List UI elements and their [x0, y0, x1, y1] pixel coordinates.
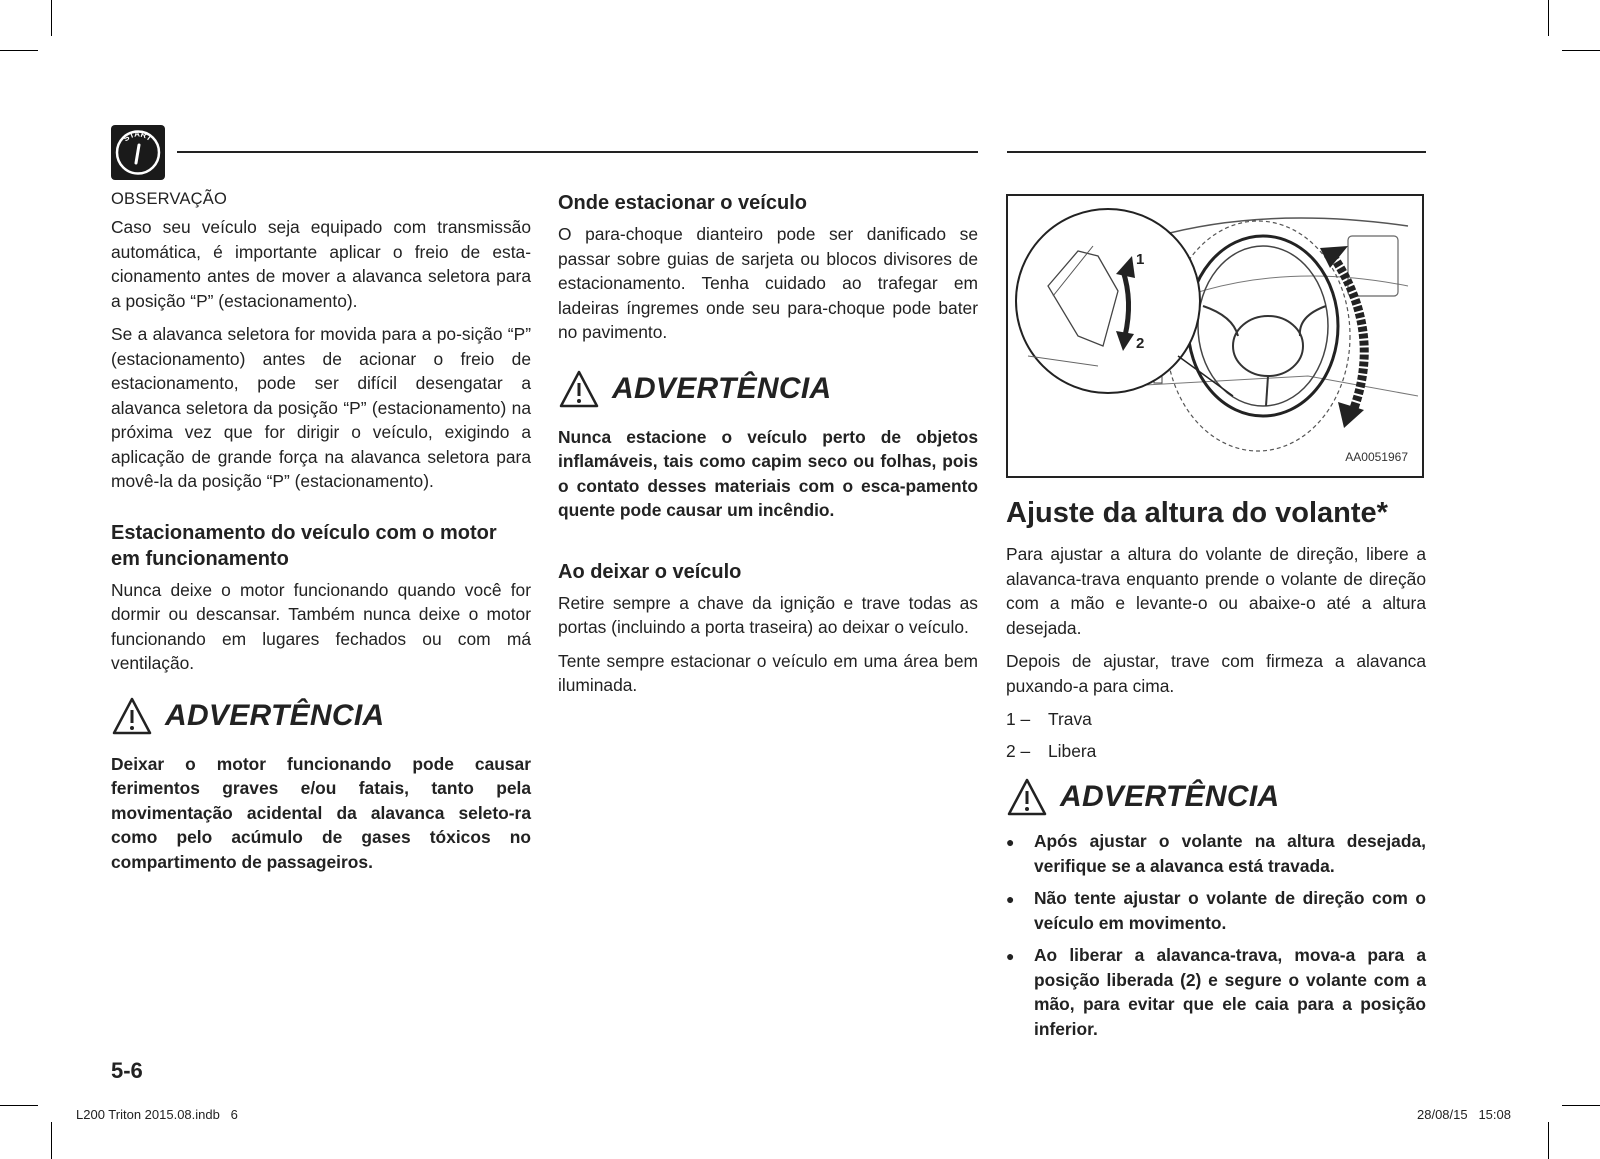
logo-text: START	[121, 129, 154, 144]
section-paragraph: Nunca deixe o motor funcionando quando você for dormir ou descansar. Também nunca deixe o motor funcionando em lugares fechados ou com má ventilação.	[111, 579, 531, 673]
steering-wheel-illustration	[1008, 196, 1422, 476]
list-item	[1006, 829, 1426, 878]
warning-bullets	[1006, 829, 1426, 1041]
crop-mark	[1548, 0, 1549, 36]
warning-text: Nunca estacione o veículo perto de objetos inflamáveis, tais como capim seco ou folhas, pois o contato desses materiais com o esca-pamento quente pode causar um incêndio.	[558, 426, 978, 520]
section-heading: Estacionamento do veículo com o motor em funcionamento	[111, 521, 497, 570]
warning-triangle-icon	[111, 696, 153, 736]
crop-mark	[1562, 1105, 1600, 1106]
warning-title: ADVERTÊNCIA	[165, 698, 385, 732]
figure-label-1: 1	[1136, 251, 1145, 268]
section-paragraph: Para ajustar a altura do volante de direção, libere a alavanca-trava enquanto prende o volante de direção com a mão e levante-o ou abaixe-o até a altura desejada.	[1006, 544, 1426, 638]
list-item	[1006, 943, 1426, 1041]
bullet-text: Após ajustar o volante na altura desejada, verifique se a alavanca está travada.	[1034, 831, 1426, 876]
footer-file: L200 Triton 2015.08.indb 6	[76, 1107, 238, 1122]
section-heading: Ao deixar o veículo	[558, 560, 742, 583]
warning-triangle-icon	[1006, 777, 1048, 817]
warning-title: ADVERTÊNCIA	[612, 371, 832, 405]
crop-mark	[0, 1105, 38, 1106]
note-title: OBSERVAÇÃO	[111, 190, 228, 208]
legend-list	[1006, 707, 1426, 763]
crop-mark	[51, 1122, 52, 1159]
left-column	[111, 190, 531, 883]
header-rule-right	[1007, 151, 1426, 153]
section-paragraph: Retire sempre a chave da ignição e trave todas as portas (incluindo a porta traseira) ao deixar o veículo.	[558, 592, 978, 637]
warning-title: ADVERTÊNCIA	[1060, 780, 1280, 813]
page-number: 5-6	[111, 1058, 143, 1083]
svg-text:START	[122, 129, 154, 143]
note-paragraph: Caso seu veículo seja equipado com transmissão automática, é importante aplicar o freio de esta-cionamento antes de mover a alavanca seletora para a posição “P” (estacionamento).	[111, 217, 531, 311]
list-item	[1006, 886, 1426, 935]
warning-header	[558, 369, 978, 409]
bullet-text: Ao liberar a alavanca-trava, mova-a para a posição liberada (2) e segure o volante com a mão, para evitar que ele caia para a posição inferior.	[1034, 945, 1426, 1039]
bullet-icon: ●	[1006, 891, 1015, 907]
note-paragraph: Se a alavanca seletora for movida para a po-sição “P” (estacionamento) antes de acionar o freio de estacionamento, pode ser difícil desengatar a alavanca seletora da posição “P” (estacionamento) na próxima vez que for dirigir o veículo, exigindo a aplicação de grande força na alavanca seletora para movê-la da posição “P” (estacionamento).	[111, 324, 531, 491]
warning-header	[1006, 777, 1426, 817]
crop-mark	[1562, 50, 1600, 51]
section-heading: Ajuste da altura do volante*	[1006, 497, 1388, 529]
bullet-icon: ●	[1006, 834, 1015, 850]
start-icon	[111, 125, 165, 180]
section-paragraph: Tente sempre estacionar o veículo em uma área bem iluminada.	[558, 650, 978, 695]
warning-header	[111, 696, 531, 736]
right-column	[1006, 497, 1426, 1049]
middle-column	[558, 190, 978, 707]
figure-code: AA0051967	[1345, 450, 1408, 464]
list-item	[1006, 707, 1426, 732]
warning-triangle-icon	[558, 369, 600, 409]
crop-mark	[1548, 1122, 1549, 1159]
item-number: 1 –	[1006, 709, 1031, 729]
item-number: 2 –	[1006, 740, 1031, 761]
start-logo	[111, 125, 165, 180]
section-paragraph: O para-choque dianteiro pode ser danificado se passar sobre guias de sarjeta ou blocos divisores de estacionamento. Tenha cuidado ao trafegar em ladeiras íngremes onde seu para-choque pode bater no pavimento.	[558, 224, 978, 342]
bullet-icon: ●	[1006, 948, 1015, 964]
warning-text: Deixar o motor funcionando pode causar ferimentos graves e/ou fatais, tanto pela movimentação acidental da alavanca seleto-ra como pelo acúmulo de gases tóxicos no compartimento de passageiros.	[111, 753, 531, 872]
header-rule-left	[177, 151, 978, 153]
figure-label-2: 2	[1136, 335, 1145, 352]
section-heading: Onde estacionar o veículo	[558, 192, 807, 214]
item-label: Libera	[1048, 740, 1097, 761]
bullet-text: Não tente ajustar o volante de direção com o veículo em movimento.	[1034, 888, 1426, 933]
crop-mark	[51, 0, 52, 36]
section-paragraph: Depois de ajustar, trave com firmeza a alavanca puxando-a para cima.	[1006, 651, 1426, 696]
crop-mark	[0, 50, 38, 51]
item-label: Trava	[1048, 709, 1092, 729]
footer-date: 28/08/15 15:08	[1417, 1107, 1511, 1122]
steering-wheel-figure	[1006, 194, 1424, 478]
list-item	[1006, 739, 1426, 764]
